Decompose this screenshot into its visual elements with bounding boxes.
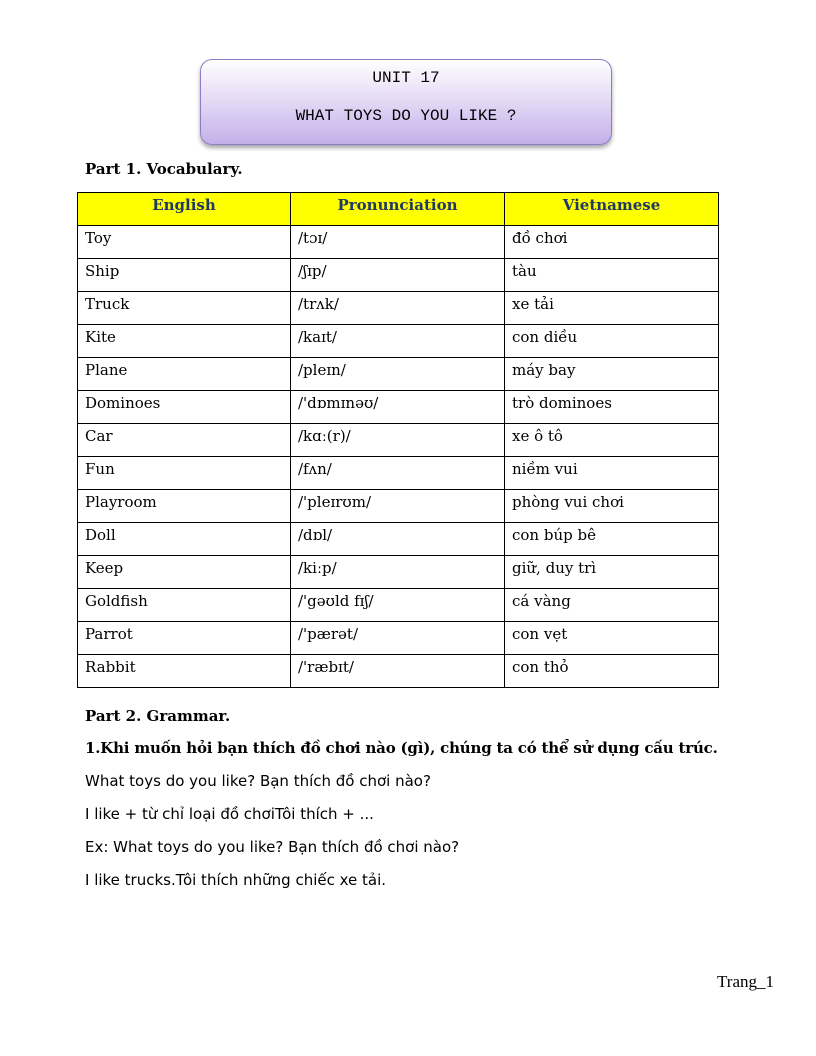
header-vietnamese: Vietnamese [505,193,719,226]
cell-pronunciation: /'dɒmɪnəʊ/ [291,391,505,424]
cell-pronunciation: /kiːp/ [291,556,505,589]
table-row [78,655,719,688]
cell-vietnamese: xe tải [505,292,719,325]
cell-vietnamese: đồ chơi [505,226,719,259]
unit-title-box [200,59,612,145]
table-header-row [78,193,719,226]
header-english: English [78,193,291,226]
table-row [78,391,719,424]
table-row [78,589,719,622]
table-row [78,226,719,259]
cell-pronunciation: /tɔɪ/ [291,226,505,259]
grammar-line: I like trucks.Tôi thích những chiếc xe tải. [85,871,387,889]
cell-vietnamese: con búp bê [505,523,719,556]
cell-english: Dominoes [78,391,291,424]
table-row [78,259,719,292]
cell-vietnamese: con diều [505,325,719,358]
cell-vietnamese: trò dominoes [505,391,719,424]
table-row [78,325,719,358]
cell-pronunciation: /dɒl/ [291,523,505,556]
cell-vietnamese: máy bay [505,358,719,391]
grammar-rule-number: 1. [85,739,101,757]
grammar-line: What toys do you like? Bạn thích đồ chơi nào? [85,772,431,790]
cell-pronunciation: /kɑː(r)/ [291,424,505,457]
page-number: Trang_1 [717,972,774,991]
table-row [78,358,719,391]
part2-heading: Part 2. Grammar. [85,707,231,725]
cell-pronunciation: /fʌn/ [291,457,505,490]
cell-english: Playroom [78,490,291,523]
cell-pronunciation: /'pærət/ [291,622,505,655]
cell-english: Parrot [78,622,291,655]
cell-pronunciation: /kaɪt/ [291,325,505,358]
cell-english: Rabbit [78,655,291,688]
cell-vietnamese: con thỏ [505,655,719,688]
grammar-line: Ex: What toys do you like? Bạn thích đồ chơi nào? [85,838,460,856]
cell-english: Keep [78,556,291,589]
cell-vietnamese: phòng vui chơi [505,490,719,523]
cell-pronunciation: /trʌk/ [291,292,505,325]
cell-english: Goldfish [78,589,291,622]
cell-vietnamese: con vẹt [505,622,719,655]
cell-pronunciation: /'ræbɪt/ [291,655,505,688]
table-row [78,556,719,589]
cell-english: Car [78,424,291,457]
vocabulary-table [77,192,719,688]
part1-heading: Part 1. Vocabulary. [85,160,243,178]
table-row [78,622,719,655]
cell-english: Truck [78,292,291,325]
unit-title: WHAT TOYS DO YOU LIKE ? [295,107,517,125]
cell-vietnamese: tàu [505,259,719,292]
table-row [78,523,719,556]
cell-english: Kite [78,325,291,358]
table-row [78,490,719,523]
table-row [78,424,719,457]
table-row [78,292,719,325]
table-row [78,457,719,490]
cell-pronunciation: /pleɪn/ [291,358,505,391]
cell-vietnamese: xe ô tô [505,424,719,457]
cell-english: Plane [78,358,291,391]
grammar-line: I like + từ chỉ loại đồ chơiTôi thích + ... [85,805,374,823]
cell-english: Toy [78,226,291,259]
cell-english: Fun [78,457,291,490]
grammar-rule-text: Khi muốn hỏi bạn thích đồ chơi nào (gì), chúng ta có thể sử dụng cấu trúc. [100,739,718,757]
cell-pronunciation: /'gəʊld fɪʃ/ [291,589,505,622]
cell-vietnamese: niềm vui [505,457,719,490]
cell-english: Doll [78,523,291,556]
cell-pronunciation: /'pleɪrʊm/ [291,490,505,523]
grammar-rule [85,739,718,757]
header-pronunciation: Pronunciation [291,193,505,226]
cell-vietnamese: giữ, duy trì [505,556,719,589]
cell-pronunciation: /ʃɪp/ [291,259,505,292]
cell-vietnamese: cá vàng [505,589,719,622]
unit-number: UNIT 17 [372,69,440,87]
cell-english: Ship [78,259,291,292]
